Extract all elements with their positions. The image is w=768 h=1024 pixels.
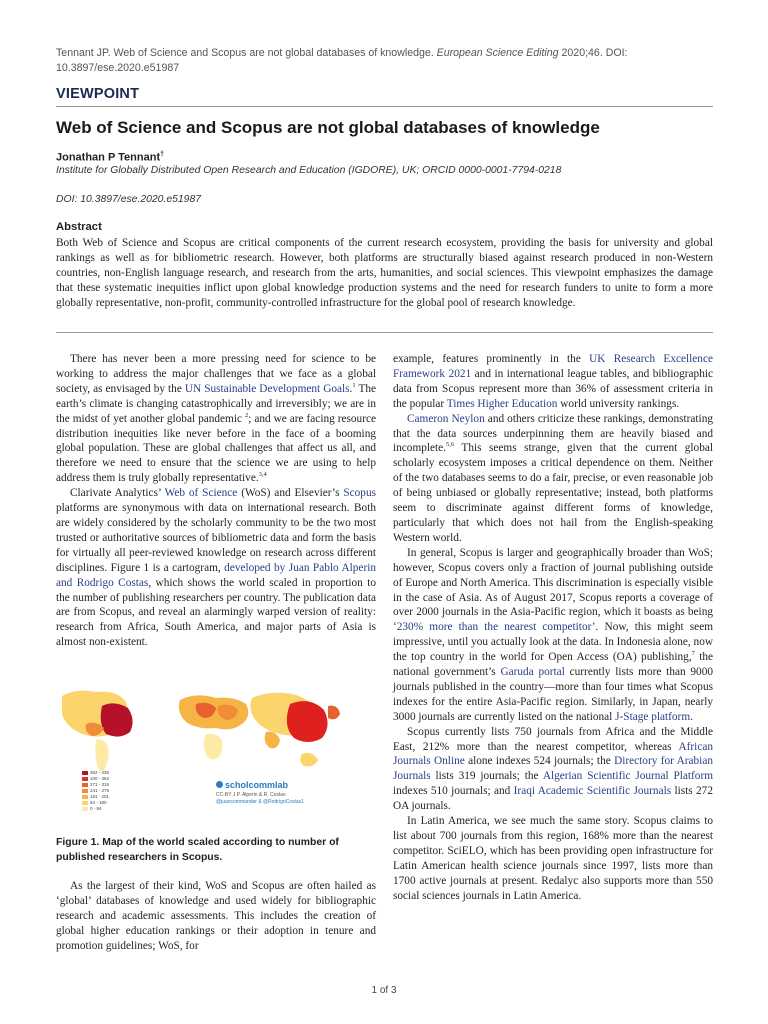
citation-header — [56, 46, 716, 76]
reference: 1 — [352, 382, 356, 390]
reference: 2 — [244, 411, 249, 419]
link-garuda[interactable]: Garuda portal — [500, 666, 565, 679]
citation-text: Tennant JP. Web of Science and Scopus are not global databases of knowledge. — [56, 47, 437, 59]
link-asjp[interactable]: Algerian Scientific Journal Platform — [542, 770, 713, 783]
divider — [56, 106, 713, 107]
paragraph: Cameron Neylon and others criticize these rankings, demonstrating that the data sources underpinning them are heavily biased and incomplete.$^{5,6}$ This seems strange, given that the current global scholarly ecosystem imposes a critical dependence on them. Neither of the two databases seems to do a fair, precise, or even reasonable job of being unbiased or globally representative; instead, both platforms seem to discriminate against different forms of knowledge, particularly that which does not hail from the English-speaking Western world. — [393, 412, 713, 544]
column-left — [56, 352, 376, 650]
legend-swatch — [82, 801, 88, 805]
legend-swatch — [82, 807, 88, 811]
divider — [56, 332, 713, 333]
link-j-stage[interactable]: J-Stage platform — [615, 710, 691, 723]
paragraph: Scopus currently lists 750 journals from Africa and the Middle East, 212% more than the nearest competitor, whereas African Journals Online alone indexes 524 journals; the Directory for Arabian Journals lists 319 journals; the Algerian Scientific Journal Platform indexes 510 journals; and Iraqi Academic Scientific Journals lists 272 OA journals. — [393, 725, 713, 813]
link-scopus[interactable]: Scopus — [343, 487, 376, 500]
map-south-america — [95, 740, 108, 772]
brand-logo: scholcommlab — [216, 780, 288, 790]
link-cameron-neylon[interactable]: Cameron Neylon — [407, 412, 485, 425]
legend-label: 54 - 180 — [90, 800, 107, 805]
reference: 3,4 — [258, 471, 267, 479]
author-name: Jonathan P Tennant — [56, 151, 161, 164]
brand-icon — [216, 781, 223, 788]
affiliation: Institute for Globally Distributed Open Research and Education (IGDORE), UK; ORCID 0000-0001-7794-0218 — [56, 165, 562, 176]
link-230-percent[interactable]: ‘230% more than the nearest competitor’ — [393, 621, 596, 634]
abstract-heading: Abstract — [56, 221, 102, 233]
link-ref-2021[interactable]: UK Research Excellence Framework 2021 — [393, 353, 713, 380]
link-cartogram[interactable]: developed by Juan Pablo Alperin and Rodrigo Costas — [56, 561, 376, 589]
link-daj[interactable]: Directory for Arabian Journals — [393, 755, 713, 783]
column-right — [393, 352, 713, 904]
section-label: VIEWPOINT — [56, 86, 140, 102]
column-left-continued — [56, 879, 376, 954]
paragraph: In Latin America, we see much the same story. Scopus claims to list about 700 journals from this region, 168% more than the nearest competitor. SciELO, which has been providing open infrastructure for Latin American health science journals since 1997, lists more than 1700 active journals at present. Redalyc also supports more than 550 social sciences journals in Latin America. — [393, 815, 713, 902]
link-ajol[interactable]: African Journals Online — [393, 740, 713, 768]
page-number: 1 of 3 — [371, 985, 397, 996]
map-legend — [82, 770, 109, 812]
article-title: Web of Science and Scopus are not global databases of knowledge — [56, 118, 600, 137]
reference: 7 — [691, 650, 695, 658]
legend-swatch — [82, 771, 88, 775]
map-credit: CC-BY J.P. Alperin & R. Costas — [216, 792, 286, 798]
abstract-text: Both Web of Science and Scopus are critical components of the current research ecosystem, providing the basis for university and global rankings as well as for bibliometric research. However, both platforms are structurally biased against research produced in non-Western countries, non-English language research, and research from the arts, humanities, and social sciences. This viewpoint emphasizes the damage that these systematic inequities inflict upon global knowledge production systems and the need for research funders to unite to form a more globally representative, non-profit, community-controlled infrastructure for the global pool of research knowledge. — [56, 237, 713, 309]
link-un-sdg[interactable]: UN Sustainable Development Goals — [184, 382, 350, 395]
legend-swatch — [82, 777, 88, 781]
citation-doi: 2020;46. DOI: 10.3897/ese.2020.e51987 — [56, 47, 628, 74]
link-the[interactable]: Times Higher Education — [446, 397, 558, 410]
author — [56, 151, 164, 164]
map-australia — [300, 753, 318, 767]
map-india — [265, 732, 280, 749]
map-japan — [328, 706, 340, 720]
legend-label: 271 - 315 — [90, 782, 110, 787]
author-mark: † — [160, 151, 165, 158]
cartogram-figure — [56, 684, 376, 820]
reference: 5,6 — [446, 441, 455, 449]
map-africa — [204, 734, 223, 760]
paragraph: There has never been a more pressing need for science to be working to address the major challenges that we face as a global society, as envisaged by the UN Sustainable Development Goals.$^1$ The earth’s climate is changing catastrophically and irreversibly; we are in the midst of yet another global pandemic $^2$; and we are facing resource distribution inequities like never before in the face of a booming global population. These are global challenges that affect us all, and therefore we need to ensure that the science we are using to help address them is truly globally representative.$^{3,4}$ — [56, 353, 377, 485]
legend-swatch — [82, 783, 88, 787]
journal-name: European Science Editing — [436, 47, 559, 59]
legend-label: 100 - 362 — [90, 776, 110, 781]
legend-label: 241 - 279 — [90, 788, 110, 793]
link-iasj[interactable]: Iraqi Academic Scientific Journals — [513, 785, 672, 798]
legend-label: 0 - 84 — [90, 806, 102, 811]
link-web-of-science[interactable]: Web of Science — [164, 487, 238, 500]
legend-label: 181 - 201 — [90, 794, 110, 799]
map-credit-handles[interactable]: @juancommander & @RodrigoCostas1 — [216, 799, 304, 805]
paragraph: As the largest of their kind, WoS and Scopus are often hailed as ‘global’ databases of knowledge and used widely for bibliographic research and academic assessments. This includes the creation of global higher education rankings or their adoption in tenure and promotion guidelines; WoS, for — [56, 880, 376, 952]
map-china — [287, 701, 328, 742]
legend-swatch — [82, 789, 88, 793]
figure-caption: Figure 1. Map of the world scaled according to number of published researchers in Scopus. — [56, 837, 339, 863]
paragraph: Clarivate Analytics’ Web of Science (WoS) and Elsevier’s Scopus platforms are synonymous with data on international research. Both are widely considered by the scholarly community to be the two most trusted or authoritative sources of bibliometric data and form the basis for virtually all peer-reviewed knowledge on research across different disciplines. Figure 1 is a cartogram, developed by Juan Pablo Alperin and Rodrigo Costas, which shows the world scaled in proportion to the number of publishing researchers per country. The publication data are from Scopus, and reveal an alarmingly warped version of reality: research from Africa, South America, and major parts of Asia is almost non-existent. — [56, 487, 376, 649]
map-usa — [101, 703, 133, 736]
paragraph: example, features prominently in the UK Research Excellence Framework 2021 and in international league tables, and bibliographic data from Scopus represent more than 36% of assessment criteria in the popular Times Higher Education world university rankings. — [393, 353, 713, 410]
doi[interactable]: DOI: 10.3897/ese.2020.e51987 — [56, 194, 202, 205]
legend-label: 362 - 436 — [90, 770, 110, 775]
legend-item — [82, 806, 109, 812]
legend-swatch — [82, 795, 88, 799]
paragraph: In general, Scopus is larger and geographically broader than WoS; however, Scopus covers only a fraction of journal publishing outside of Europe and North America. This discrimination is especially visible in the case of Asia. As of August 2017, Scopus reports a coverage of over 2000 journals in the Asia-Pacific region, which it boasts as being ‘230% more than the nearest competitor’. Now, this might seem impressive, until you actually look at the data. In Indonesia alone, now the top country in the world for Open Access (OA) publishing,$^7$ the national government’s Garuda portal currently lists more than 9000 journals published in the country—more than four times what Scopus indexes for the entire Asia-Pacific region. Similarly, in Japan, nearly 3000 journals are currently listed on the national J-Stage platform. — [393, 546, 714, 723]
